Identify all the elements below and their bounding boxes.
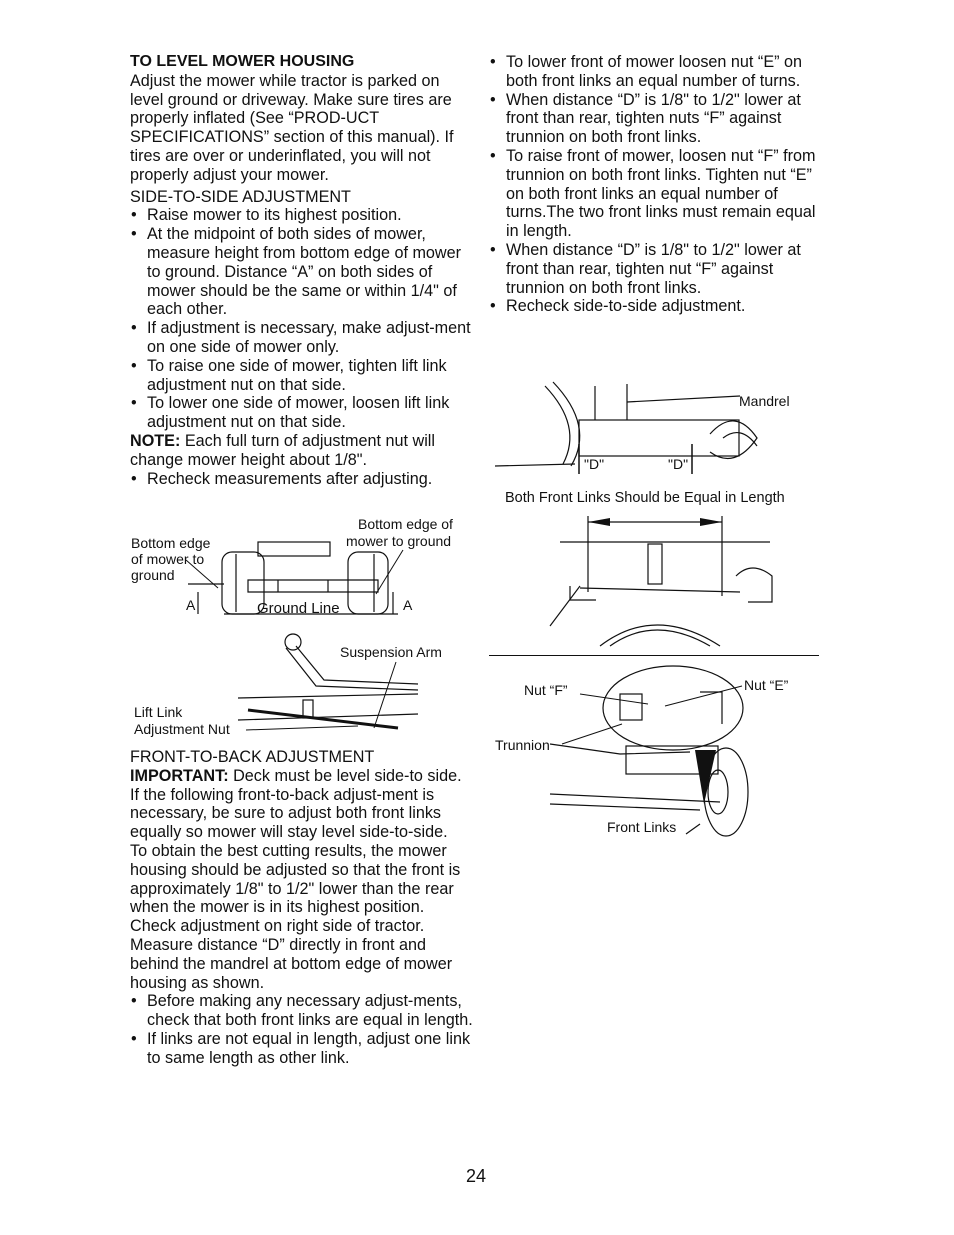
d-front-label: "D": [584, 456, 605, 472]
front-links-label: Front Links: [607, 819, 677, 835]
note-label: NOTE:: [130, 431, 181, 450]
list-item: • To raise front of mower, loosen nut “F” from trunnion on both front links. Tighten nut “E” on both front links an equal number of turns.The two front links must remain equal in length.: [489, 147, 829, 241]
list-item: • When distance “D” is 1/8" to 1/2" lower at front than rear, tighten nut “F” against trunnion on both front links.: [489, 241, 829, 297]
list-item: • To lower front of mower loosen nut “E” on both front links an equal number of turns.: [489, 53, 829, 91]
section-heading: TO LEVEL MOWER HOUSING: [130, 53, 355, 70]
mandrel-label: Mandrel: [739, 393, 790, 409]
list-item: • To lower one side of mower, loosen lift link adjustment nut on that side.: [130, 394, 475, 432]
front-link-figure: [540, 516, 780, 646]
ground-line-label: Ground Line: [257, 600, 340, 617]
mandrel-drawing: [495, 382, 757, 466]
list-item: • Recheck side-to-side adjustment.: [489, 297, 829, 316]
leader-line: [246, 726, 358, 730]
front-adjust-list: [489, 53, 829, 316]
nut-f-label: Nut “F”: [524, 682, 568, 698]
list-item: • Raise mower to its highest position.: [130, 206, 475, 225]
leader-line: [562, 724, 622, 744]
nut-figure: [490, 664, 820, 844]
front-to-back-list: [130, 992, 475, 1067]
page-number: 24: [466, 1166, 487, 1186]
link-pointer-icon: [695, 750, 716, 804]
list-item: • If links are not equal in length, adjust one link to same length as other link.: [130, 1030, 475, 1068]
list-item: • If adjustment is necessary, make adjust-ment on one side of mower only.: [130, 319, 475, 357]
list-item: • When distance “D” is 1/8" to 1/2" lower at front than rear, tighten nuts “F” against trunnion on both front links.: [489, 91, 829, 147]
lift-link-figure: [128, 628, 473, 740]
list-item: • Recheck measurements after adjusting.: [130, 470, 475, 489]
bottom-edge-right-label-2: mower to ground: [346, 533, 452, 549]
leader-line: [376, 550, 403, 594]
important-paragraph: [130, 767, 475, 842]
arrow-left-icon: [588, 518, 610, 526]
recheck-list: [130, 470, 475, 489]
right-column: [489, 53, 829, 316]
list-item: • To raise one side of mower, tighten lift link adjustment nut on that side.: [130, 357, 475, 395]
left-column: [130, 53, 475, 488]
leader-line: [665, 686, 742, 706]
check-paragraph: Check adjustment on right side of tractor. Measure distance “D” directly in front and behind the mandrel at bottom edge of mower housing as shown.: [130, 917, 453, 992]
mandrel-caption: Both Front Links Should be Equal in Length: [505, 490, 785, 506]
a-left-label: A: [186, 597, 196, 613]
bottom-edge-left-label-3: ground: [131, 567, 175, 583]
intro-paragraph: Adjust the mower while tractor is parked on level ground or driveway. Make sure tires are properly inflated (See “PROD-UCT SPECIFICATIONS” section of this manual). If tires are over or underinflated, you will not properly adjust your mower.: [130, 71, 454, 184]
lift-link-label-1: Lift Link: [134, 704, 183, 720]
d-rear-label: "D": [668, 456, 689, 472]
side-to-side-heading: SIDE-TO-SIDE ADJUSTMENT: [130, 187, 351, 206]
leader-line: [580, 694, 648, 704]
important-text: Deck must be level side-to side. If the following front-to-back adjust-ment is necessary, be sure to adjust both front links equally so mower will stay level side-to-side.: [130, 766, 462, 842]
divider: [489, 655, 819, 656]
bottom-edge-left-label-2: of mower to: [131, 551, 205, 567]
bottom-edge-right-label-1: Bottom edge of: [358, 516, 453, 532]
note-paragraph: [130, 432, 475, 470]
bottom-edge-left-label-1: Bottom edge: [131, 535, 211, 551]
left-column-lower: [130, 748, 475, 1068]
nut-e-label: Nut “E”: [744, 677, 789, 693]
front-to-back-heading: FRONT-TO-BACK ADJUSTMENT: [130, 748, 375, 766]
side-to-side-list: [130, 206, 475, 432]
trunnion-label: Trunnion: [495, 737, 550, 753]
nut-drawing: [550, 666, 748, 836]
note-text: Each full turn of adjustment nut will change mower height about 1/8".: [130, 431, 435, 469]
arrow-right-icon: [700, 518, 722, 526]
suspension-arm-label: Suspension Arm: [340, 644, 442, 660]
cutting-paragraph: To obtain the best cutting results, the mower housing should be adjusted so that the front is approximately 1/8" to 1/2" lower than the rear when the mower is in its highest position.: [130, 841, 461, 917]
lift-link-label-2: Adjustment Nut: [134, 721, 230, 737]
a-right-label: A: [403, 597, 413, 613]
front-link-drawing: [550, 516, 772, 646]
ground-line-figure: [128, 512, 473, 624]
list-item: • At the midpoint of both sides of mower, measure height from bottom edge of mower to ground. Distance “A” on both sides of mower should be the same or within 1/4" of each other.: [130, 225, 475, 319]
list-item: • Before making any necessary adjust-ments, check that both front links are equal in length.: [130, 992, 475, 1030]
mandrel-figure: [495, 366, 815, 478]
important-label: IMPORTANT:: [130, 766, 229, 785]
